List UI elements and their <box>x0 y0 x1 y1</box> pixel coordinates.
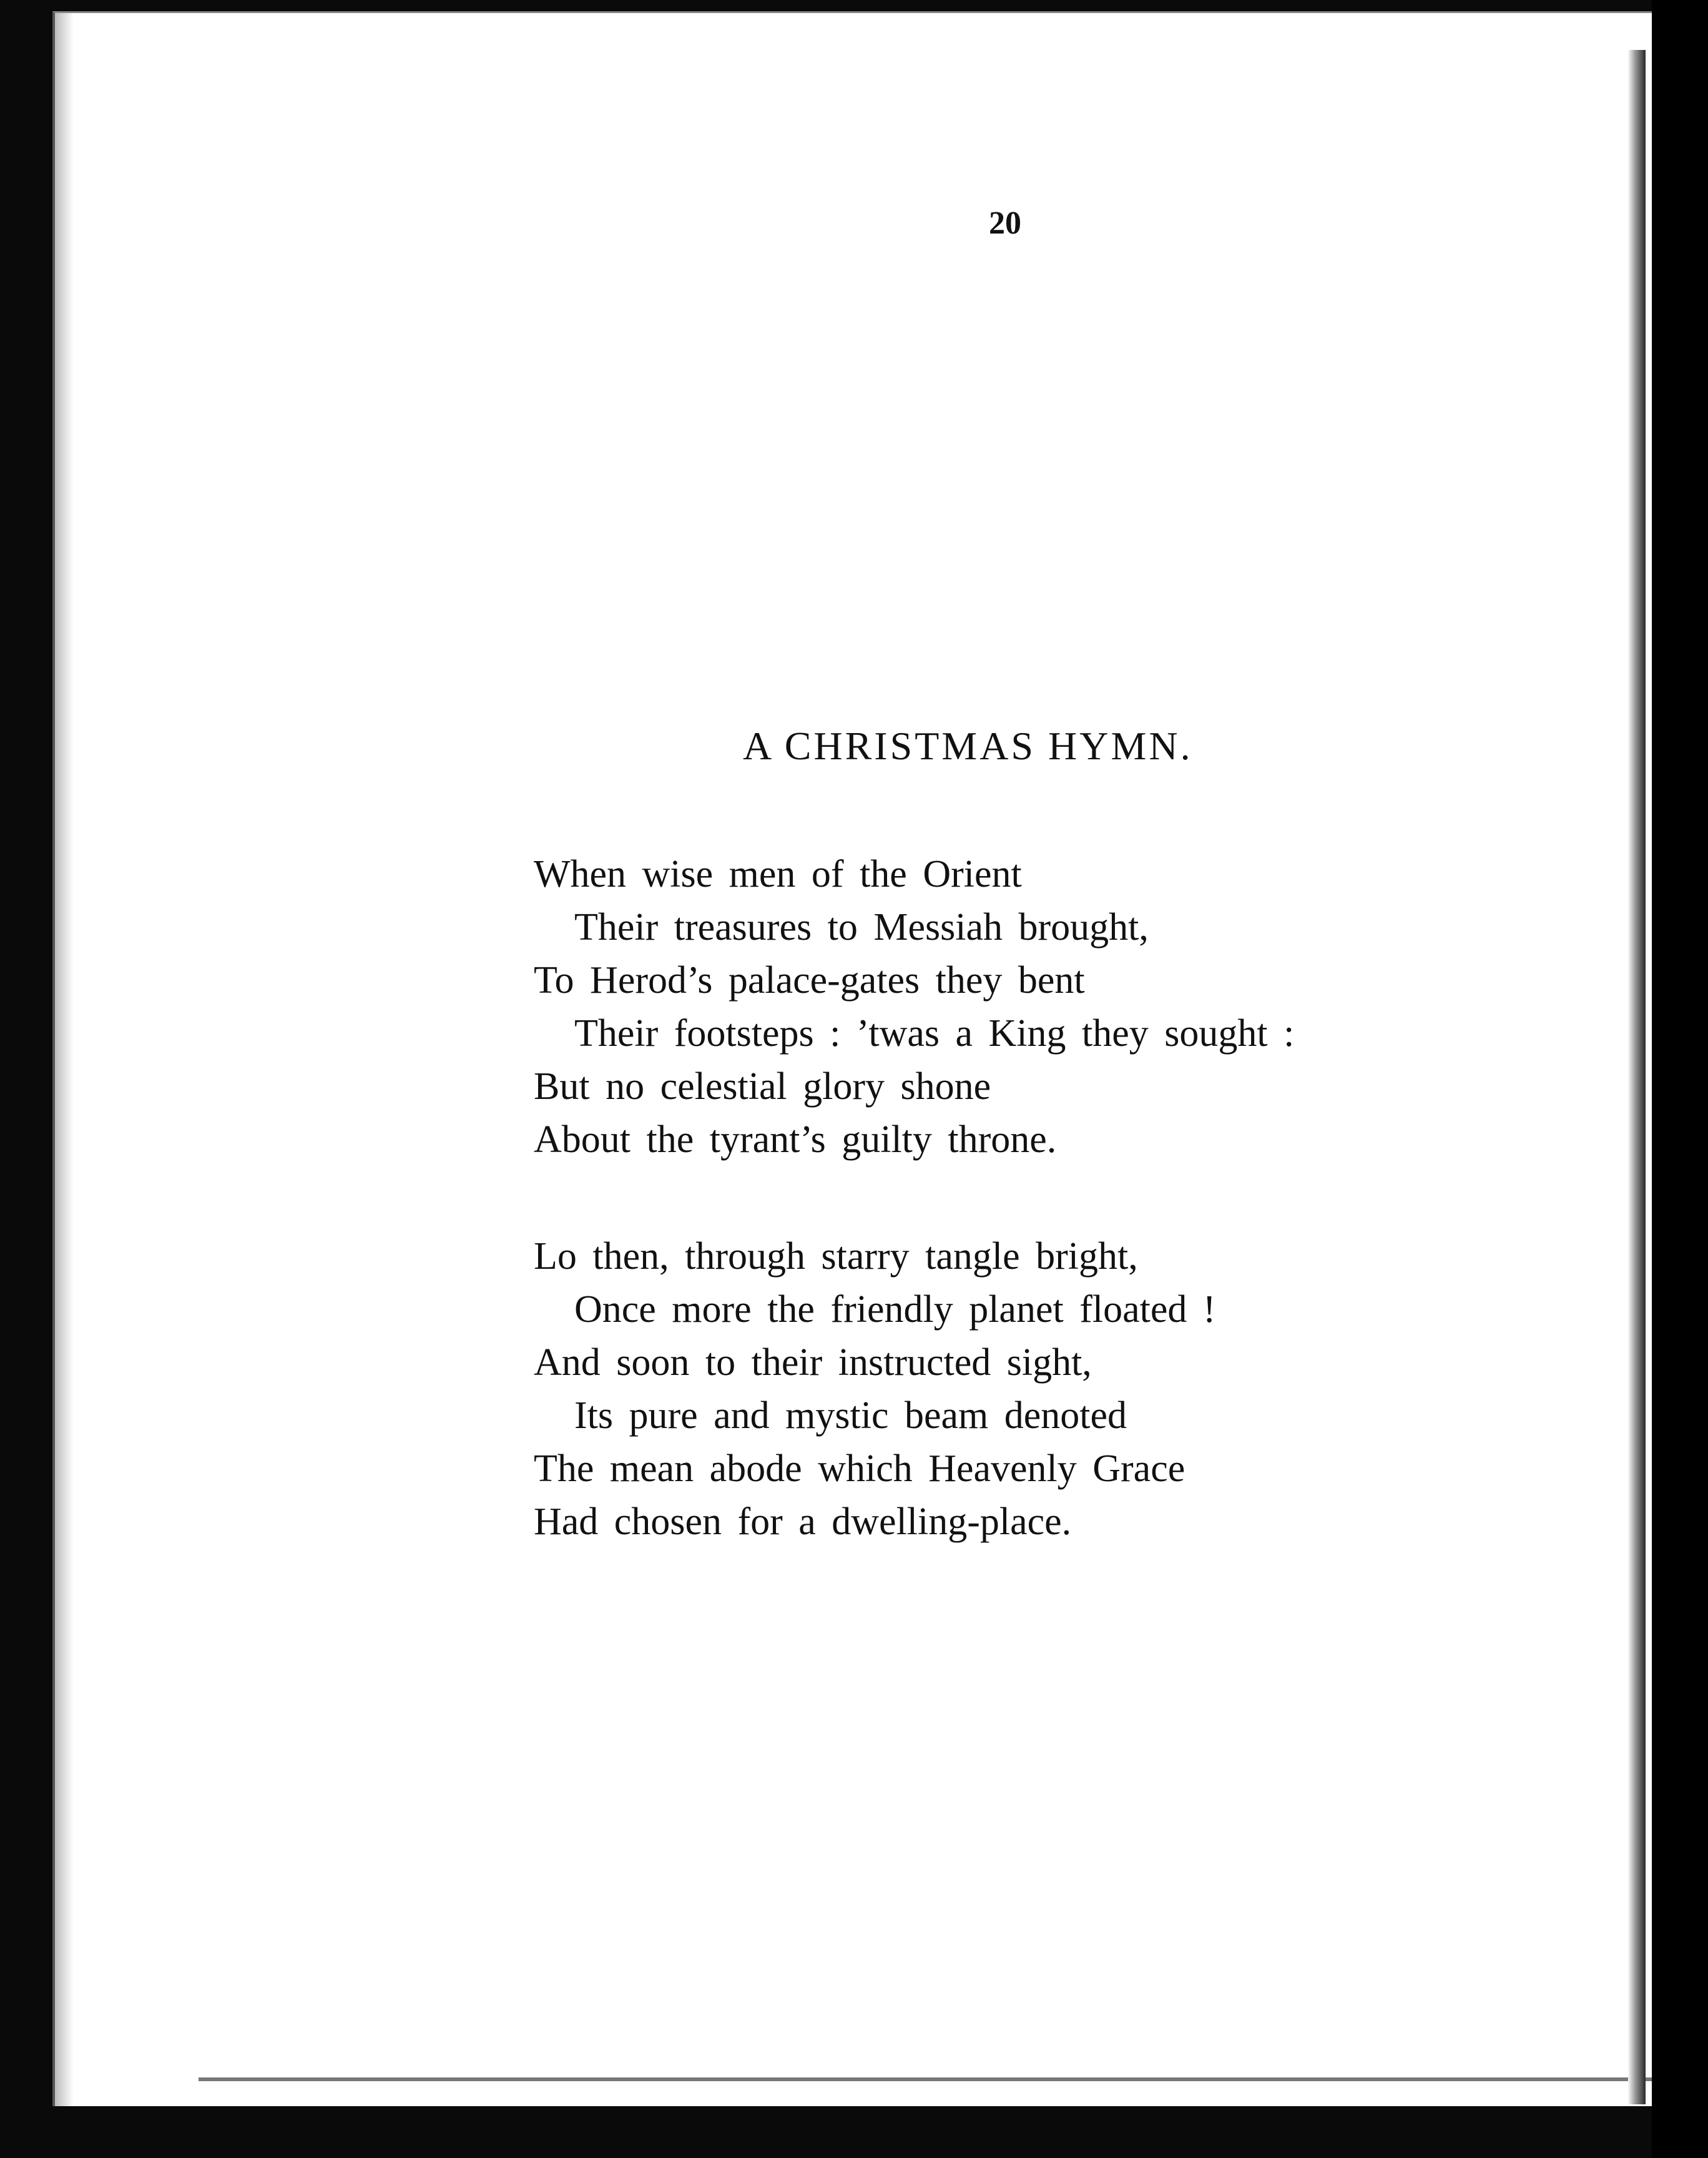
scan-right-border <box>1652 0 1708 2158</box>
stanza-2 <box>534 1230 1408 1549</box>
page-number: 20 <box>989 205 1021 241</box>
poem-line: When wise men of the Orient <box>534 853 1022 895</box>
page-bottom-edge <box>199 2077 1654 2081</box>
stanza-1 <box>534 848 1408 1166</box>
poem-line: Once more the friendly planet floated ! <box>574 1288 1216 1331</box>
poem-line: Had chosen for a dwelling-place. <box>534 1500 1072 1543</box>
poem-line: Their treasures to Messiah brought, <box>574 906 1149 948</box>
poem-line: Its pure and mystic beam denoted <box>574 1394 1127 1437</box>
poem-line: And soon to their instructed sight, <box>534 1341 1092 1384</box>
page-gutter-shadow <box>55 13 74 2106</box>
poem-title: A CHRISTMAS HYMN. <box>743 724 1193 768</box>
poem-line: The mean abode which Heavenly Grace <box>534 1447 1185 1490</box>
poem-line: Their footsteps : ’twas a King they sought : <box>574 1012 1295 1055</box>
page-right-edge <box>1628 50 1646 2104</box>
poem-line: To Herod’s palace-gates they bent <box>534 959 1085 1002</box>
poem-line: About the tyrant’s guilty throne. <box>534 1118 1057 1161</box>
poem-line: Lo then, through starry tangle bright, <box>534 1235 1138 1278</box>
poem-line: But no celestial glory shone <box>534 1065 991 1108</box>
